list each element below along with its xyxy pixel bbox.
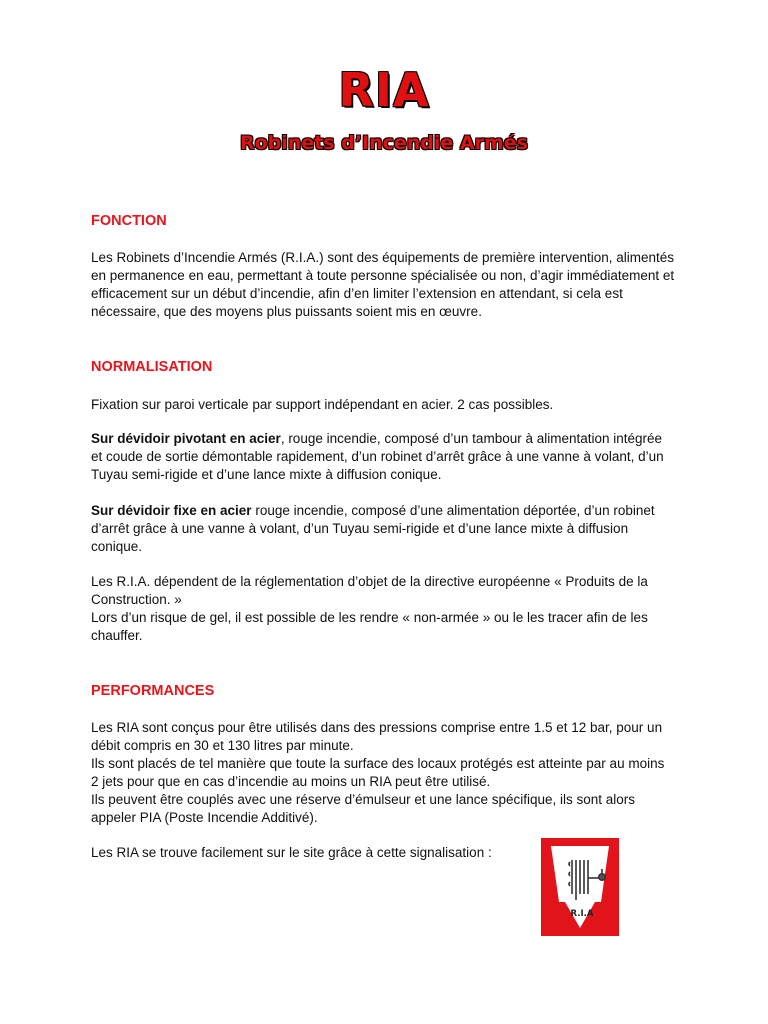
fire-hose-reel-sign-icon — [541, 838, 619, 936]
page-title: RIA — [338, 63, 430, 117]
fonction-paragraph: Les Robinets d’Incendie Armés (R.I.A.) sont des équipements de première intervention, alimentés en permanence en eau, permettant à toute personne spécialisée ou non, d’agir immédiatement et efficacement sur un début d’incendie, afin d’en limiter l’extension en attendant, si cela est nécessaire, que des moyens plus puissants soient mis en œuvre. — [91, 250, 675, 319]
fixe-paragraph — [91, 502, 656, 556]
section-heading-fonction: FONCTION — [91, 213, 167, 229]
performances-pia: Ils peuvent être couplés avec une réserve d’émulseur et une lance spécifique, ils sont alors appeler PIA (Poste Incendie Additivé). — [91, 792, 636, 825]
section-heading-normalisation: NORMALISATION — [91, 359, 213, 375]
pivot-bold: Sur dévidoir pivotant en acier — [91, 431, 281, 446]
frost-paragraph: Lors d’un risque de gel, il est possible de les rendre « non-armée » ou le les tracer afin de les chauffer. — [91, 610, 648, 643]
sign-label: R.I.A — [570, 909, 594, 919]
section-heading-performances: PERFORMANCES — [91, 683, 215, 699]
page-subtitle: Robinets d’Incendie Armés — [240, 132, 528, 154]
performances-placement: Ils sont placés de tel manière que toute la surface des locaux protégés est atteinte par au moins 2 jets pour que en cas d’incendie au moins un RIA peut être utilisé. — [91, 756, 665, 789]
sign-intro: Les RIA se trouve facilement sur le site grâce à cette signalisation : — [91, 845, 492, 860]
fixe-bold: Sur dévidoir fixe en acier — [91, 503, 252, 518]
pivot-paragraph — [91, 430, 676, 484]
regulation-paragraph: Les R.I.A. dépendent de la réglementation d’objet de la directive européenne « Produits de la Construction. » — [91, 574, 648, 607]
normalisation-intro: Fixation sur paroi verticale par support indépendant en acier. 2 cas possibles. — [91, 397, 554, 412]
fixe-text: rouge incendie, composé d’une alimentation déportée, d’un robinet d’arrêt grâce à une vanne à volant, d’un Tuyau semi-rigide et d’une lance mixte à diffusion conique. — [91, 503, 655, 554]
pivot-text: , rouge incendie, composé d’un tambour à alimentation intégrée et coude de sortie démontable rapidement, d’un robinet d’arrêt grâce à une vanne à volant, d’un Tuyau semi-rigide et d’une lance mixte à diffusion conique. — [91, 431, 664, 482]
performances-pressure: Les RIA sont conçus pour être utilisés dans des pressions comprise entre 1.5 et 12 bar, pour un débit compris en 30 et 130 litres par minute. — [91, 720, 663, 753]
